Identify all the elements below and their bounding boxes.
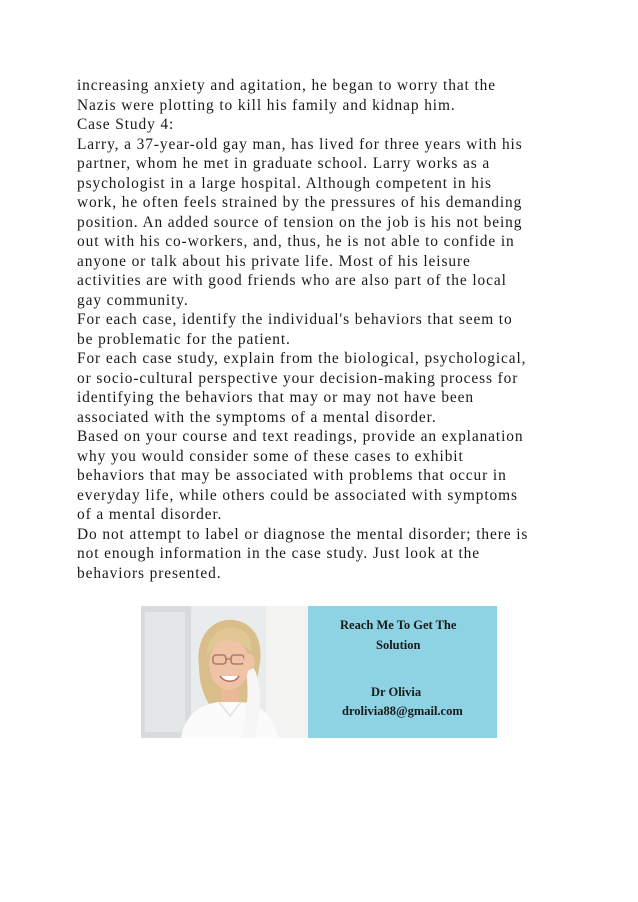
text-line: associated with the symptoms of a mental disorder. — [77, 408, 437, 426]
ad-headline: Reach Me To Get The — [340, 618, 457, 632]
text-line: Based on your course and text readings, provide an explanation — [77, 428, 524, 445]
ad-email-link[interactable]: drolivia88@gmail.com — [342, 704, 463, 718]
text-line: anyone or talk about his private life. Most of his leisure — [77, 252, 471, 270]
text-line: out with his co-workers, and, thus, he is not able to confide in — [77, 233, 515, 250]
text-line: partner, whom he met in graduate school. Larry works as a — [77, 155, 491, 172]
text-line: behaviors presented. — [77, 564, 222, 582]
text-line: Larry, a 37-year-old gay man, has lived for three years with his — [77, 135, 523, 153]
ad-subhead: Solution — [376, 638, 421, 652]
contact-ad-banner — [141, 606, 497, 738]
case-study-heading: Case Study 4: — [77, 116, 175, 133]
text-line: For each case, identify the individual's behaviors that seem to — [77, 311, 513, 328]
ad-contact-panel — [308, 606, 497, 738]
text-line: activities are with good friends who are also part of the local — [77, 272, 507, 289]
text-line: For each case study, explain from the biological, psychological, — [77, 350, 527, 367]
text-line: identifying the behaviors that may or may not have been — [77, 389, 474, 406]
text-line: psychologist in a large hospital. Although competent in his — [77, 174, 492, 192]
text-line: Do not attempt to label or diagnose the mental disorder; there is — [77, 525, 529, 543]
text-line: everyday life, while others could be associated with symptoms — [77, 486, 518, 504]
text-line: of a mental disorder. — [77, 506, 223, 523]
text-line: not enough information in the case study. Just look at the — [77, 545, 480, 562]
text-line: increasing anxiety and agitation, he began to worry that the — [77, 77, 496, 94]
document-body — [77, 76, 577, 583]
text-line: why you would consider some of these cases to exhibit — [77, 447, 464, 465]
text-line: work, he often feels strained by the pressures of his demanding — [77, 194, 523, 211]
text-line: or socio-cultural perspective your decision-making process for — [77, 369, 519, 387]
ad-contact-name: Dr Olivia — [371, 685, 422, 699]
woman-portrait-photo — [141, 606, 308, 738]
text-line: Nazis were plotting to kill his family and kidnap him. — [77, 96, 456, 114]
text-line: gay community. — [77, 291, 189, 309]
portrait-illustration — [141, 606, 308, 738]
text-line: behaviors that may be associated with problems that occur in — [77, 467, 507, 484]
text-line: position. An added source of tension on the job is his not being — [77, 213, 523, 231]
text-line: be problematic for the patient. — [77, 330, 291, 348]
